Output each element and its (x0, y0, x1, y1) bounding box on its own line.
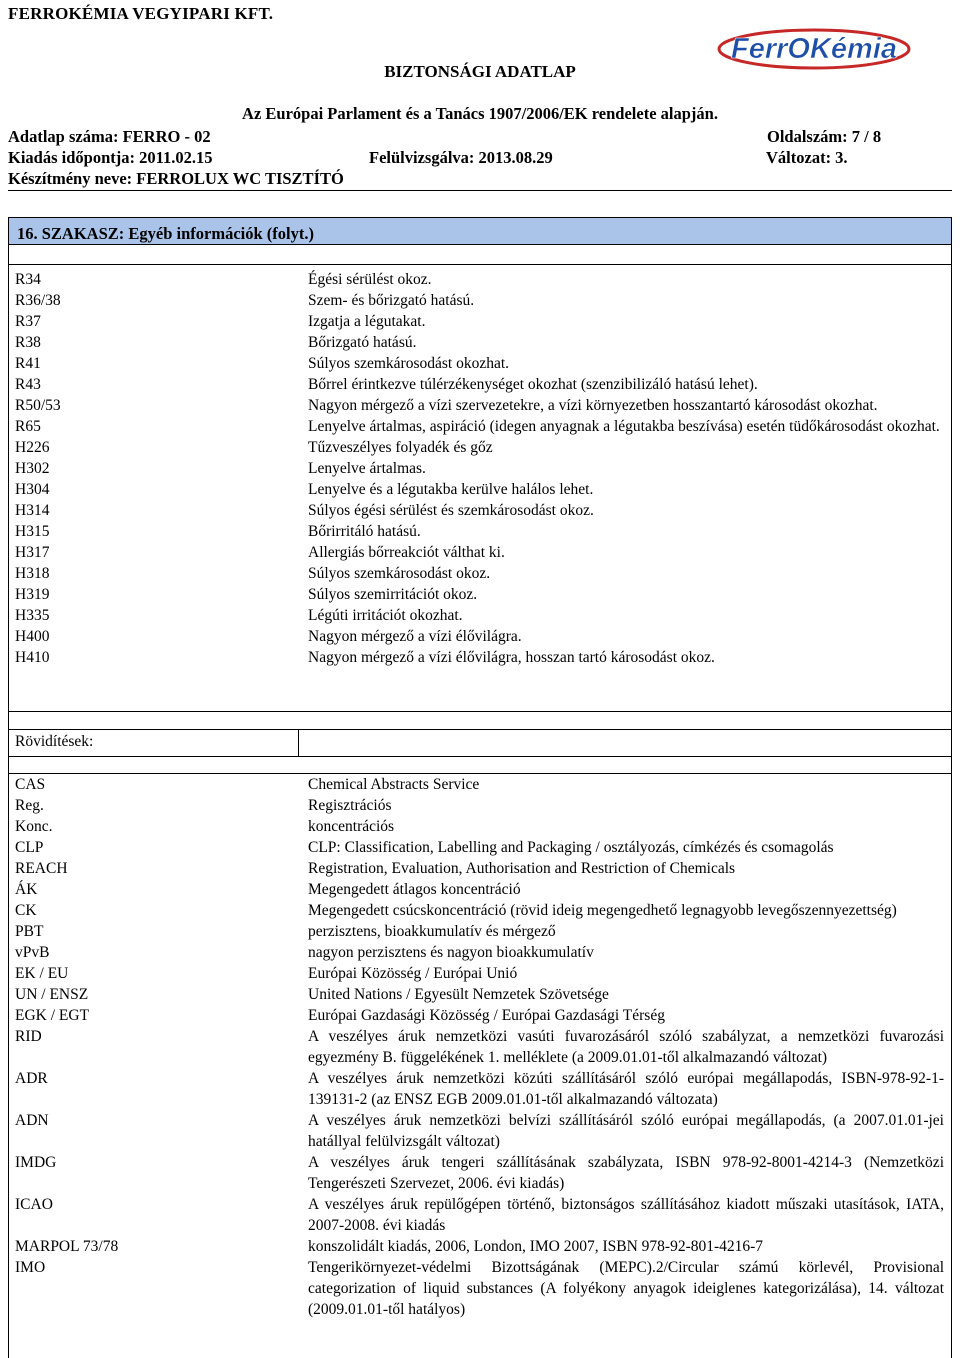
list-item (8, 521, 952, 542)
phrase-code: R65 (15, 418, 41, 435)
phrase-code: R43 (15, 376, 41, 393)
abbreviation-code: MARPOL 73/78 (15, 1238, 119, 1255)
abbreviation-code: RID (15, 1028, 42, 1045)
phrase-code: H315 (15, 523, 50, 540)
list-item (8, 879, 952, 900)
abbreviation-text: nagyon perzisztens és nagyon bioakkumulatív (308, 944, 594, 961)
abbreviation-code: PBT (15, 923, 44, 940)
phrase-text: Nagyon mérgező a vízi élővilágra. (308, 628, 522, 645)
list-item (8, 647, 952, 668)
page-number: Oldalszám: 7 / 8 (767, 127, 882, 146)
list-item (8, 437, 952, 458)
abbreviation-text: A veszélyes áruk repülőgépen történő, biztonságos szállításához kiadott műszaki utasítások, IATA, 2007-2008. évi kiadás (308, 1196, 944, 1234)
abbreviation-code: IMDG (15, 1154, 57, 1171)
abbreviation-code: Reg. (15, 797, 44, 814)
abbreviations-list (8, 774, 952, 1320)
phrase-text: Lenyelve és a légutakba kerülve halálos lehet. (308, 481, 594, 498)
phrase-text: Nagyon mérgező a vízi szervezetekre, a vízi környezetben hosszantartó károsodást okozhat. (308, 397, 878, 414)
list-item (8, 353, 952, 374)
abbreviation-code: ADR (15, 1070, 48, 1087)
svg-text:FerrOKémia: FerrOKémia (730, 33, 898, 65)
abbreviation-text: Tengerikörnyezet-védelmi Bizottságának (MEPC).2/Circular számú körlevél, Provisional categorization of liquid substances (A folyékony anyagok ideiglenes kategorizálása), 14. változat (2009.01.01-től hatályos) (308, 1259, 944, 1318)
list-item (8, 900, 952, 921)
abbreviation-text: A veszélyes áruk nemzetközi közúti szállításáról szóló európai megállapodás, ISBN-978-92-1-139131-2 (az ENSZ EGB 2009.01.01-től alkalmazandó változata) (308, 1070, 944, 1108)
phrase-text: Lenyelve ártalmas. (308, 460, 426, 477)
abbreviation-text: Európai Gazdasági Közösség / Európai Gazdasági Térség (308, 1007, 665, 1024)
list-item (8, 311, 952, 332)
phrase-text: Légúti irritációt okozhat. (308, 607, 463, 624)
list-item (8, 774, 952, 795)
abbreviation-text: Registration, Evaluation, Authorisation and Restriction of Chemicals (308, 860, 736, 877)
abbreviation-code: CK (15, 902, 37, 919)
abbreviations-label: Rövidítések: (15, 733, 94, 750)
phrase-text: Súlyos szemkárosodást okoz. (308, 565, 491, 582)
list-item (8, 963, 952, 984)
phrase-text: Súlyos szemkárosodást okozhat. (308, 355, 510, 372)
revision-date: Felülvizsgálva: 2013.08.29 (369, 148, 553, 167)
abbreviation-code: CAS (15, 776, 46, 793)
list-item (8, 816, 952, 837)
phrase-text: Tűzveszélyes folyadék és gőz (308, 439, 493, 456)
phrase-text: Lenyelve ártalmas, aspiráció (idegen anyagnak a légutakba beszívása) esetén tüdőkárosodást okozhat. (308, 418, 940, 435)
list-item (8, 921, 952, 942)
abbreviation-code: ÁK (15, 881, 38, 898)
phrase-text: Szem- és bőrizgató hatású. (308, 292, 475, 309)
hazard-phrases-list (8, 269, 952, 668)
phrase-code: H317 (15, 544, 50, 561)
abbreviation-text: United Nations / Egyesült Nemzetek Szövetsége (308, 986, 609, 1003)
list-item (8, 332, 952, 353)
abbreviation-text: Chemical Abstracts Service (308, 776, 480, 793)
divider (8, 264, 952, 265)
document-title: BIZTONSÁGI ADATLAP (384, 62, 576, 81)
list-item (8, 1152, 952, 1194)
phrase-text: Bőrrel érintkezve túlérzékenységet okozhat (szenzibilizáló hatású lehet). (308, 376, 758, 393)
abbreviation-text: CLP: Classification, Labelling and Packaging / osztályozás, címkézés és csomagolás (308, 839, 834, 856)
phrase-code: R36/38 (15, 292, 61, 309)
phrase-code: H302 (15, 460, 50, 477)
phrase-code: H226 (15, 439, 50, 456)
list-item (8, 395, 952, 416)
list-item (8, 1005, 952, 1026)
phrase-code: H319 (15, 586, 50, 603)
phrase-code: R34 (15, 271, 41, 288)
product-name: Készítmény neve: FERROLUX WC TISZTÍTÓ (8, 169, 344, 188)
phrase-text: Súlyos égési sérülést és szemkárosodást okoz. (308, 502, 594, 519)
list-item (8, 858, 952, 879)
regulation-reference: Az Európai Parlament és a Tanács 1907/2006/EK rendelete alapján. (242, 104, 718, 123)
phrase-code: R38 (15, 334, 41, 351)
sheet-number: Adatlap száma: FERRO - 02 (8, 127, 211, 146)
list-item (8, 1026, 952, 1068)
abbreviation-code: EK / EU (15, 965, 69, 982)
abbreviation-code: IMO (15, 1259, 46, 1276)
abbreviation-text: A veszélyes áruk tengeri szállításának szabályzata, ISBN 978-92-8001-4214-3 (Nemzetközi Tengerészeti Szervezet, 2006. évi kiadás) (308, 1154, 944, 1192)
list-item (8, 584, 952, 605)
list-item (8, 542, 952, 563)
list-item (8, 1236, 952, 1257)
abbreviation-code: CLP (15, 839, 44, 856)
phrase-text: Bőrirritáló hatású. (308, 523, 421, 540)
phrase-code: H318 (15, 565, 50, 582)
phrase-text: Súlyos szemirritációt okoz. (308, 586, 478, 603)
abbreviation-code: Konc. (15, 818, 53, 835)
list-item (8, 837, 952, 858)
phrase-code: R50/53 (15, 397, 61, 414)
abbreviation-code: vPvB (15, 944, 50, 961)
divider (8, 756, 952, 757)
abbreviation-text: perzisztens, bioakkumulatív és mérgező (308, 923, 556, 940)
phrase-code: H314 (15, 502, 50, 519)
phrase-text: Izgatja a légutakat. (308, 313, 426, 330)
abbreviation-text: konszolidált kiadás, 2006, London, IMO 2007, ISBN 978-92-801-4216-7 (308, 1238, 764, 1255)
abbreviation-text: Megengedett csúcskoncentráció (rövid ideig megengedhető legnagyobb levegőszennyezettség) (308, 902, 897, 919)
divider (8, 729, 952, 730)
abbreviation-text: A veszélyes áruk nemzetközi vasúti fuvarozásáról szóló szabályzat, a nemzetközi fuvarozási egyezmény B. függelékének 1. melléklete (a 2009.01.01-től alkalmazandó változat) (308, 1028, 944, 1066)
list-item (8, 1257, 952, 1320)
abbreviation-text: koncentrációs (308, 818, 395, 835)
abbreviation-code: EGK / EGT (15, 1007, 90, 1024)
list-item (8, 416, 952, 437)
list-item (8, 626, 952, 647)
list-item (8, 942, 952, 963)
phrase-text: Allergiás bőrreakciót válthat ki. (308, 544, 505, 561)
list-item (8, 795, 952, 816)
issue-date: Kiadás időpontja: 2011.02.15 (8, 148, 213, 167)
abbreviation-text: A veszélyes áruk nemzetközi belvízi szállításáról szóló európai megállapodás, (a 2007.01.01-jei hatállyal felülvizsgált változat) (308, 1112, 944, 1150)
list-item (8, 458, 952, 479)
section-header: 16. SZAKASZ: Egyéb információk (folyt.) (8, 217, 952, 245)
phrase-code: R41 (15, 355, 41, 372)
abbreviation-text: Regisztrációs (308, 797, 392, 814)
phrase-text: Égési sérülést okoz. (308, 271, 432, 288)
phrase-code: H304 (15, 481, 50, 498)
abbreviation-text: Megengedett átlagos koncentráció (308, 881, 521, 898)
abbreviation-code: REACH (15, 860, 68, 877)
list-item (8, 479, 952, 500)
list-item (8, 500, 952, 521)
list-item (8, 1194, 952, 1236)
phrase-text: Nagyon mérgező a vízi élővilágra, hosszan tartó károsodást okoz. (308, 649, 715, 666)
abbreviation-code: UN / ENSZ (15, 986, 89, 1003)
list-item (8, 1110, 952, 1152)
list-item (8, 269, 952, 290)
divider (8, 711, 952, 712)
abbreviation-code: ICAO (15, 1196, 53, 1213)
list-item (8, 374, 952, 395)
version: Változat: 3. (766, 148, 848, 167)
list-item (8, 1068, 952, 1110)
list-item (8, 563, 952, 584)
phrase-code: R37 (15, 313, 41, 330)
header-divider (8, 190, 952, 191)
phrase-code: H335 (15, 607, 50, 624)
phrase-code: H400 (15, 628, 50, 645)
list-item (8, 290, 952, 311)
phrase-text: Bőrizgató hatású. (308, 334, 417, 351)
list-item (8, 605, 952, 626)
abbreviation-text: Európai Közösség / Európai Unió (308, 965, 518, 982)
list-item (8, 984, 952, 1005)
abbreviation-code: ADN (15, 1112, 49, 1129)
abbreviations-label-divider (298, 729, 299, 756)
company-name: FERROKÉMIA VEGYIPARI KFT. (8, 4, 274, 23)
phrase-code: H410 (15, 649, 50, 666)
